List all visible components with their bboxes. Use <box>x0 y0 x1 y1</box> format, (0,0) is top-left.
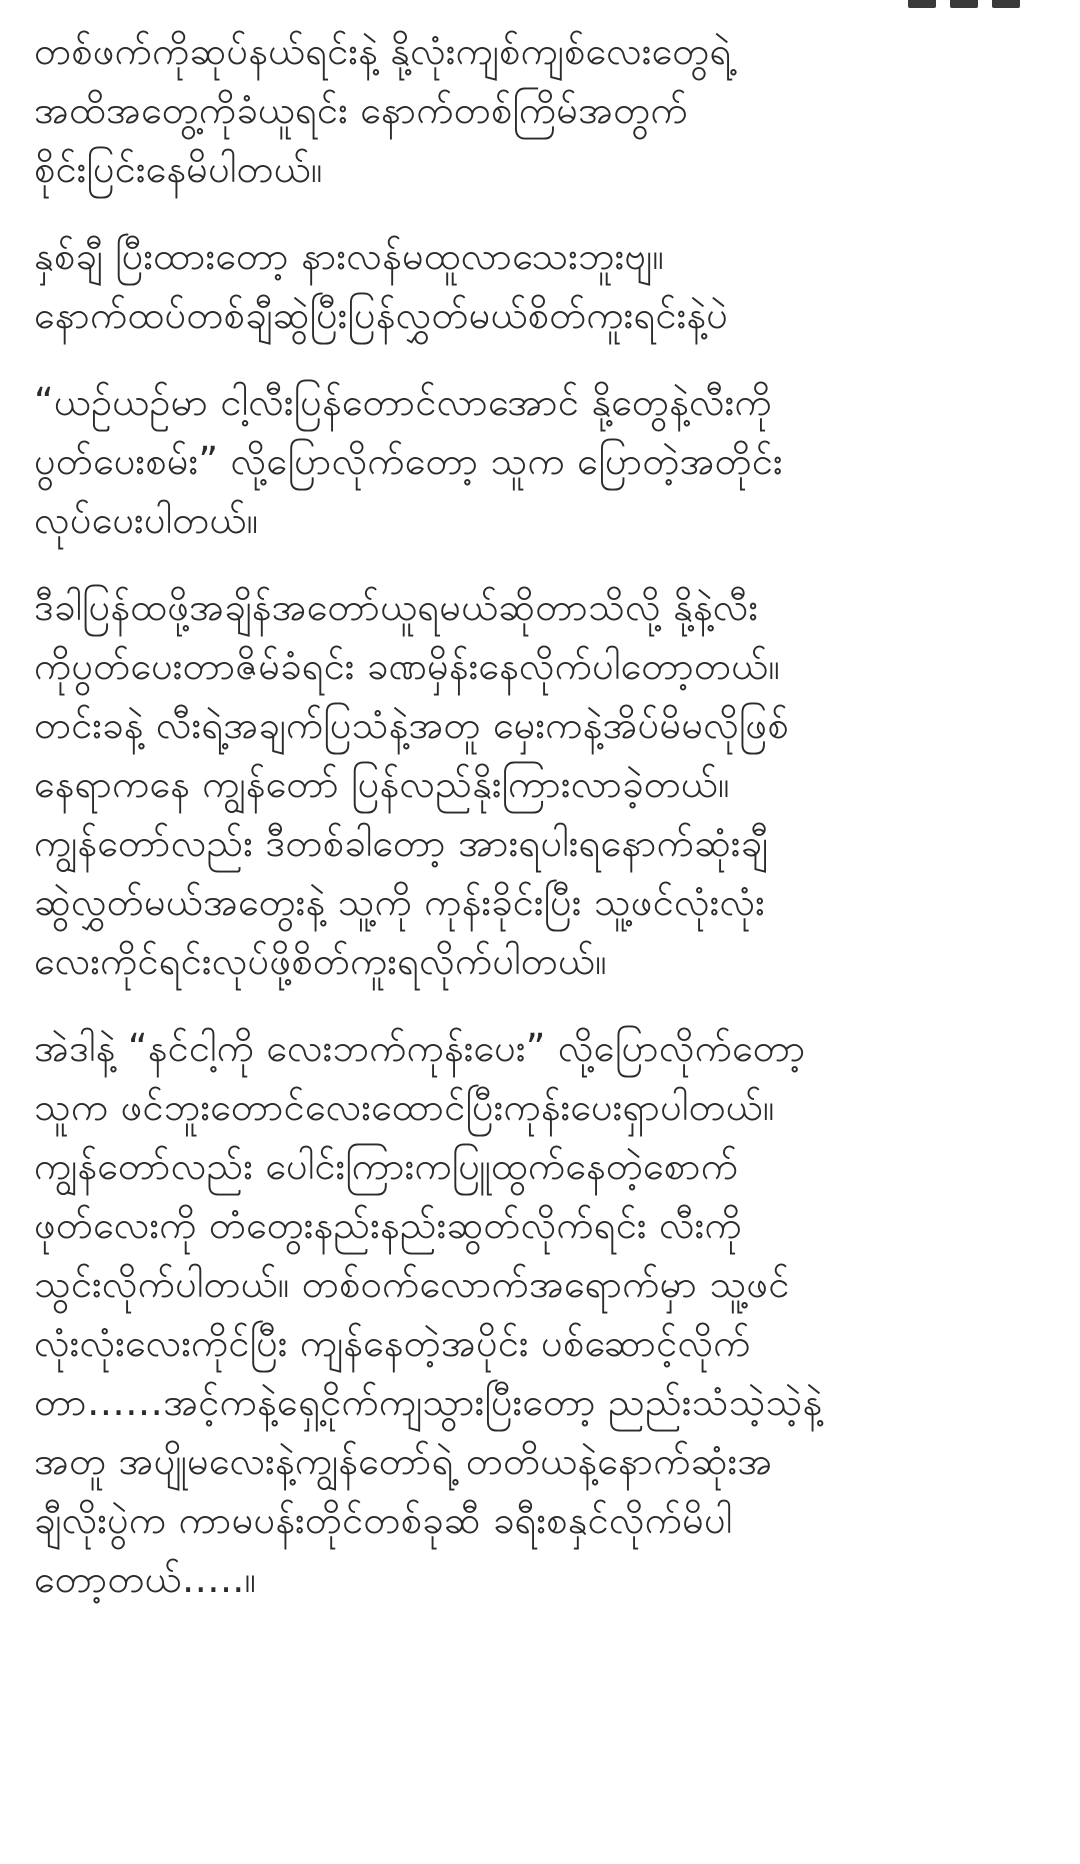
text-line: တင်းခနဲ့ လီးရဲ့အချက်ပြသံနဲ့အတူ မှေးကနဲ့အိပ်မိမလိုဖြစ် <box>34 703 789 747</box>
text-line: သွင်းလိုက်ပါတယ်။ တစ်ဝက်လောက်အရောက်မှာ သူ့ဖင် <box>34 1262 790 1306</box>
text-line: စိုင်းပြင်းနေမိပါတယ်။ <box>34 147 323 191</box>
paragraph-3 <box>34 373 1050 550</box>
text-line: အဲဒါနဲ့ “နင်ငါ့ကို လေးဘက်ကုန်းပေး” လို့ပြောလိုက်တော့ <box>34 1026 806 1070</box>
text-line: တစ်ဖက်ကိုဆုပ်နယ်ရင်းနဲ့ နို့လုံးကျစ်ကျစ်လေးတွေရဲ့ <box>34 29 732 73</box>
paragraph-4 <box>34 578 1050 991</box>
signal-icon <box>908 0 936 8</box>
text-line: တော့တယ်…..။ <box>34 1557 257 1601</box>
text-line: ဒီခါပြန်ထဖို့အချိန်အတော်ယူရမယ်ဆိုတာသိလို့ နို့နဲ့လီး <box>34 585 759 629</box>
paragraph-2 <box>34 227 1050 345</box>
text-line: အထိအတွေ့ကိုခံယူရင်း နောက်တစ်ကြိမ်အတွက် <box>34 88 688 132</box>
text-line: နောက်ထပ်တစ်ချီဆွဲပြီးပြန်လွှတ်မယ်စိတ်ကူးရင်းနဲ့ပဲ <box>34 293 729 337</box>
text-line: သူက ဖင်ဘူးတောင်လေးထောင်ပြီးကုန်းပေးရှာပါတယ်။ <box>34 1085 775 1129</box>
status-icons <box>908 0 1020 8</box>
text-line: နှစ်ချီ ပြီးထားတော့ နားလန်မထူလာသေးဘူးဗျ။ <box>34 234 665 278</box>
text-line: ဆွဲလွှတ်မယ်အတွေးနဲ့ သူ့ကို ကုန်းခိုင်းပြီး သူ့ဖင်လုံးလုံး <box>34 880 765 924</box>
text-line: လေးကိုင်ရင်းလုပ်ဖို့စိတ်ကူးရလိုက်ပါတယ်။ <box>34 939 607 983</box>
status-bar-remnant <box>0 0 1080 14</box>
text-line: ချီလိုးပွဲက ကာမပန်းတိုင်တစ်ခုဆီ ခရီးစနှင်လိုက်မိပါ <box>34 1498 733 1542</box>
text-line: ကျွန်တော်လည်း ပေါင်းကြားကပြူထွက်နေတဲ့စောက် <box>34 1144 739 1188</box>
battery-icon <box>992 0 1020 8</box>
article-body <box>34 22 1050 1637</box>
text-line: ကျွန်တော်လည်း ဒီတစ်ခါတော့ အားရပါးရနောက်ဆုံးချီ <box>34 821 769 865</box>
text-line: “ယဉ်ယဉ်မာ ငါ့လီးပြန်တောင်လာအောင် နို့တွေနဲ့လီးကို <box>34 380 772 424</box>
paragraph-5 <box>34 1019 1050 1609</box>
text-line: လုပ်ပေးပါတယ်။ <box>34 498 259 542</box>
text-line: ကိုပွတ်ပေးတာဇိမ်ခံရင်း ခဏမှိန်းနေလိုက်ပါတော့တယ်။ <box>34 644 781 688</box>
text-line: နေရာကနေ ကျွန်တော် ပြန်လည်နိုးကြားလာခဲ့တယ်။ <box>34 762 730 806</box>
text-line: လုံးလုံးလေးကိုင်ပြီး ကျန်နေတဲ့အပိုင်း ပစ်ဆောင့်လိုက် <box>34 1321 751 1365</box>
text-line: ဖုတ်လေးကို တံတွေးနည်းနည်းဆွတ်လိုက်ရင်း လီးကို <box>34 1203 742 1247</box>
text-line: တာ……အင့်ကနဲ့ရှေ့ငိုက်ကျသွားပြီးတော့ ညည်းသံသဲ့သဲ့နဲ့ <box>34 1380 823 1424</box>
text-line: ပွတ်ပေးစမ်း” လို့ပြောလိုက်တော့ သူက ပြောတဲ့အတိုင်း <box>34 439 783 483</box>
paragraph-1 <box>34 22 1050 199</box>
text-line: အတူ အပျိုမလေးနဲ့ကျွန်တော်ရဲ့ တတိယနဲ့နောက်ဆုံးအ <box>34 1439 773 1483</box>
signal-icon <box>950 0 978 8</box>
